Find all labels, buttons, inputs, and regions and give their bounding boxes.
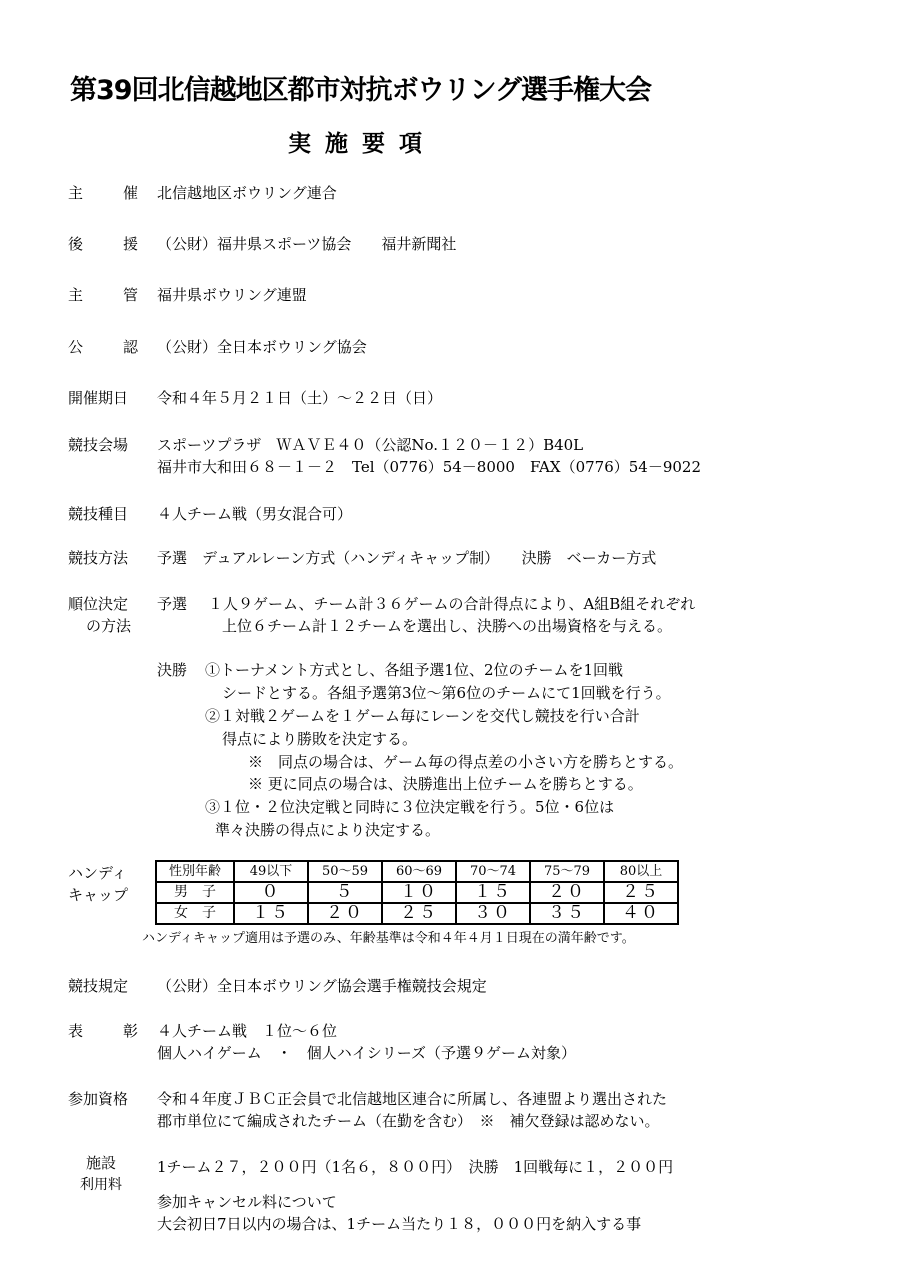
value-cell: ５ <box>308 882 382 903</box>
handicap-table <box>155 860 679 925</box>
row-label-cell: 女 子 <box>156 903 234 924</box>
date-value: 令和４年５月２１日（土）～２２日（日） <box>157 389 443 407</box>
handicap-label-2: キャップ <box>68 886 129 904</box>
ranking-final-line1: ①トーナメント方式とし、各組予選1位、2位のチームを1回戦 <box>205 661 624 679</box>
header-cell: 49以下 <box>234 861 308 882</box>
ranking-final-head: 決勝 <box>157 661 188 679</box>
venue-line2: 福井市大和田６８－１－２ Tel（0776）54－8000 FAX（0776）54－9022 <box>157 458 702 476</box>
ranking-label-1: 順位決定 <box>68 595 129 613</box>
value-cell: ２０ <box>308 903 382 924</box>
fee-line2: 参加キャンセル料について <box>157 1193 337 1211</box>
awards-line2: 個人ハイゲーム ・ 個人ハイシリーズ（予選９ゲーム対象） <box>157 1044 576 1062</box>
fee-line3: 大会初日7日以内の場合は、1チーム当たり１８，０００円を納入する事 <box>157 1215 642 1233</box>
venue-label: 競技会場 <box>68 436 129 454</box>
ranking-label-2: の方法 <box>86 617 132 635</box>
value-cell: １０ <box>382 882 456 903</box>
event-type-value: ４人チーム戦（男女混合可） <box>157 505 353 523</box>
fee-label-1: 施設 <box>86 1154 117 1172</box>
document-title: 第39回北信越地区都市対抗ボウリング選手権大会 <box>70 75 652 106</box>
fee-line1: 1チーム２７，２００円（1名６，８００円） 決勝 1回戦毎に１，２００円 <box>157 1158 674 1176</box>
ranking-final-line4: 得点により勝敗を決定する。 <box>222 730 418 748</box>
certified-value: （公財）全日本ボウリング協会 <box>157 338 367 356</box>
event-type-label: 競技種目 <box>68 505 129 523</box>
awards-line1: ４人チーム戦 １位～６位 <box>157 1022 338 1040</box>
header-cell: 80以上 <box>604 861 678 882</box>
method-label: 競技方法 <box>68 549 129 567</box>
ranking-prelim-head: 予選 <box>157 595 188 613</box>
ranking-final-line2: シードとする。各組予選第3位～第6位のチームにて1回戦を行う。 <box>222 684 671 702</box>
rules-label: 競技規定 <box>68 977 129 995</box>
handicap-note: ハンディキャップ適用は予選のみ、年齢基準は令和４年４月１日現在の満年齢です。 <box>142 931 635 946</box>
header-cell: 性別年齢 <box>156 861 234 882</box>
date-label: 開催期日 <box>68 389 129 407</box>
header-cell: 70～74 <box>456 861 530 882</box>
ranking-final-line8: 準々決勝の得点により決定する。 <box>215 821 441 839</box>
handicap-male-row <box>156 882 678 903</box>
awards-label: 表 彰 <box>68 1022 138 1040</box>
ranking-final-line6: ※ 更に同点の場合は、決勝進出上位チームを勝ちとする。 <box>248 775 643 793</box>
eligibility-line1: 令和４年度ＪＢＣ正会員で北信越地区連合に所属し、各連盟より選出された <box>157 1090 668 1108</box>
value-cell: ０ <box>234 882 308 903</box>
sponsor-label: 主 催 <box>68 184 138 202</box>
value-cell: ３０ <box>456 903 530 924</box>
header-cell: 60～69 <box>382 861 456 882</box>
handicap-female-row <box>156 903 678 924</box>
ranking-final-line7: ③１位・２位決定戦と同時に３位決定戦を行う。5位・6位は <box>205 798 615 816</box>
organizer-value: 福井県ボウリング連盟 <box>157 286 307 304</box>
handicap-header-row <box>156 861 678 882</box>
handicap-label-1: ハンディ <box>68 864 127 882</box>
header-cell: 50～59 <box>308 861 382 882</box>
value-cell: ３５ <box>530 903 604 924</box>
ranking-prelim-line1: １人９ゲーム、チーム計３６ゲームの合計得点により、A組B組それぞれ <box>208 595 696 613</box>
organizer-label: 主 管 <box>68 286 138 304</box>
ranking-prelim-line2: 上位６チーム計１２チームを選出し、決勝への出場資格を与える。 <box>222 617 673 635</box>
value-cell: ４０ <box>604 903 678 924</box>
ranking-final-line5: ※ 同点の場合は、ゲーム毎の得点差の小さい方を勝ちとする。 <box>248 753 684 771</box>
method-value: 予選 デュアルレーン方式（ハンディキャップ制） 決勝 ベーカー方式 <box>157 549 657 567</box>
rules-value: （公財）全日本ボウリング協会選手権競技会規定 <box>157 977 487 995</box>
value-cell: ２０ <box>530 882 604 903</box>
certified-label: 公 認 <box>68 338 138 356</box>
document-subtitle: 実施要項 <box>288 130 436 157</box>
value-cell: １５ <box>234 903 308 924</box>
sponsor-value: 北信越地区ボウリング連合 <box>157 184 337 202</box>
value-cell: ２５ <box>382 903 456 924</box>
value-cell: ２５ <box>604 882 678 903</box>
support-value: （公財）福井県スポーツ協会 福井新聞社 <box>157 235 457 253</box>
value-cell: １５ <box>456 882 530 903</box>
fee-label-2: 利用料 <box>80 1177 122 1193</box>
header-cell: 75～79 <box>530 861 604 882</box>
eligibility-line2: 郡市単位にて編成されたチーム（在勤を含む） ※ 補欠登録は認めない。 <box>157 1112 660 1130</box>
ranking-final-line3: ②１対戦２ゲームを１ゲーム毎にレーンを交代し競技を行い合計 <box>205 707 640 725</box>
support-label: 後 援 <box>68 235 138 253</box>
eligibility-label: 参加資格 <box>68 1090 129 1108</box>
row-label-cell: 男 子 <box>156 882 234 903</box>
venue-line1: スポーツプラザ ＷＡＶＥ４０（公認No.１２０－１２）B40L <box>157 436 584 454</box>
